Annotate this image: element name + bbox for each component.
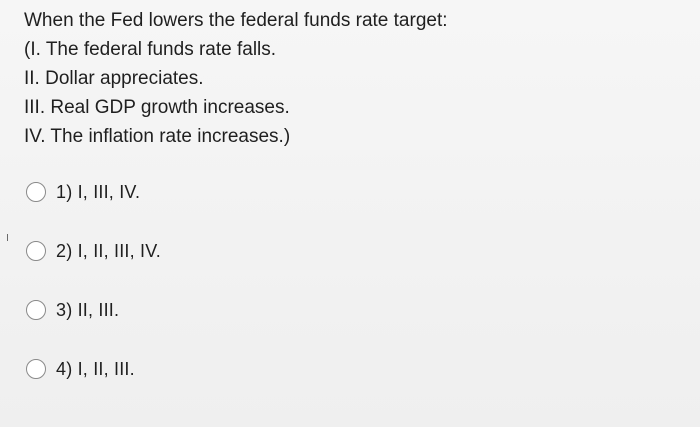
radio-button-2[interactable] [26,241,46,261]
option-2[interactable] [26,237,426,265]
stray-mark [7,234,8,241]
answer-options [26,178,426,414]
question-title: When the Fed lowers the federal funds rate target: [24,10,448,31]
option-4[interactable] [26,355,426,383]
question-block [24,6,684,151]
statement-2: II. Dollar appreciates. [24,68,204,89]
statement-3: III. Real GDP growth increases. [24,97,290,118]
radio-button-4[interactable] [26,359,46,379]
statement-1: (I. The federal funds rate falls. [24,39,277,60]
radio-button-3[interactable] [26,300,46,320]
statement-4: IV. The inflation rate increases.) [24,126,291,147]
option-1[interactable] [26,178,426,206]
option-1-label: 1) I, III, IV. [56,181,141,202]
option-4-label: 4) I, II, III. [56,358,135,379]
option-3[interactable] [26,296,426,324]
option-3-label: 3) II, III. [56,299,120,320]
radio-button-1[interactable] [26,182,46,202]
option-2-label: 2) I, II, III, IV. [56,240,161,261]
